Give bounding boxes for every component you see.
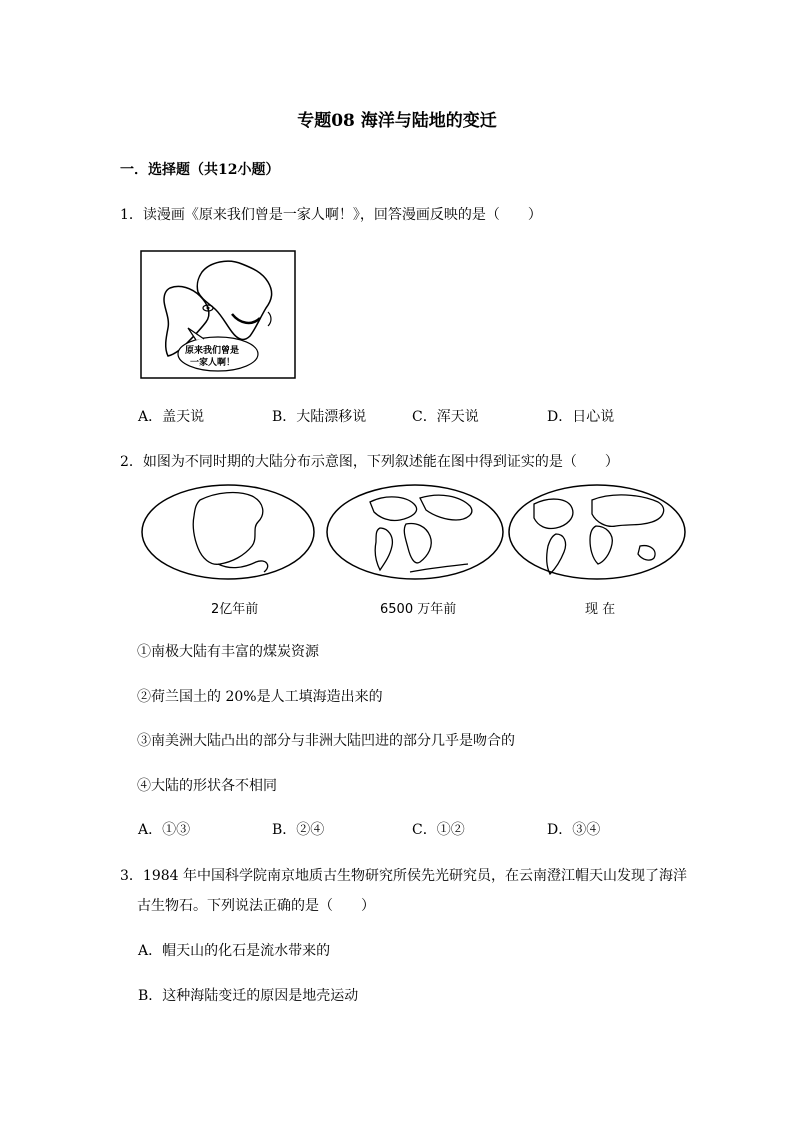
q1-option-a[interactable]: A．盖天说 [138,409,205,425]
bubble-text-line1: 原来我们曾是 [185,346,240,356]
q3-option-a[interactable]: A．帽天山的化石是流水带来的 [138,943,331,959]
q2-statement-3: ③南美洲大陆凸出的部分与非洲大陆凹进的部分几乎是吻合的 [137,733,515,749]
q2-option-d[interactable]: D．③④ [547,822,601,838]
q2-statement-2: ②荷兰国土的 20%是人工填海造出来的 [137,689,383,705]
q3-stem-line1: 3．1984 年中国科学院南京地质古生物研究所侯先光研究员，在云南澄江帽天山发现了海洋 [120,868,687,884]
q1-stem: 1．读漫画《原来我们曾是一家人啊！》，回答漫画反映的是（ ） [120,207,542,223]
q1-cartoon [140,250,296,380]
q2-statement-4: ④大陆的形状各不相同 [137,778,277,794]
q2-option-b[interactable]: B．②④ [272,822,325,838]
page-title: 专题08 海洋与陆地的变迁 [297,111,497,131]
q2-continent-maps [140,482,690,587]
q2-statement-1: ①南极大陆有丰富的煤炭资源 [137,644,319,660]
section-heading: 一．选择题（共12小题） [120,162,280,178]
q2-stem: 2．如图为不同时期的大陆分布示意图，下列叙述能在图中得到证实的是（ ） [120,454,619,470]
q1-option-d[interactable]: D．日心说 [547,409,615,425]
bubble-text-line2: 一家人啊！ [190,358,236,368]
q3-option-b[interactable]: B．这种海陆变迁的原因是地壳运动 [138,988,359,1004]
map-caption-1: 2亿年前 [211,602,259,617]
q2-option-a[interactable]: A．①③ [138,822,191,838]
q1-option-c[interactable]: C．浑天说 [412,409,479,425]
map-caption-2: 6500 万年前 [380,602,457,617]
q3-stem-line2: 古生物石。下列说法正确的是（ ） [137,898,375,914]
map-caption-3: 现 在 [585,602,616,617]
q2-option-c[interactable]: C．①② [412,822,465,838]
q1-option-b[interactable]: B．大陆漂移说 [272,409,367,425]
